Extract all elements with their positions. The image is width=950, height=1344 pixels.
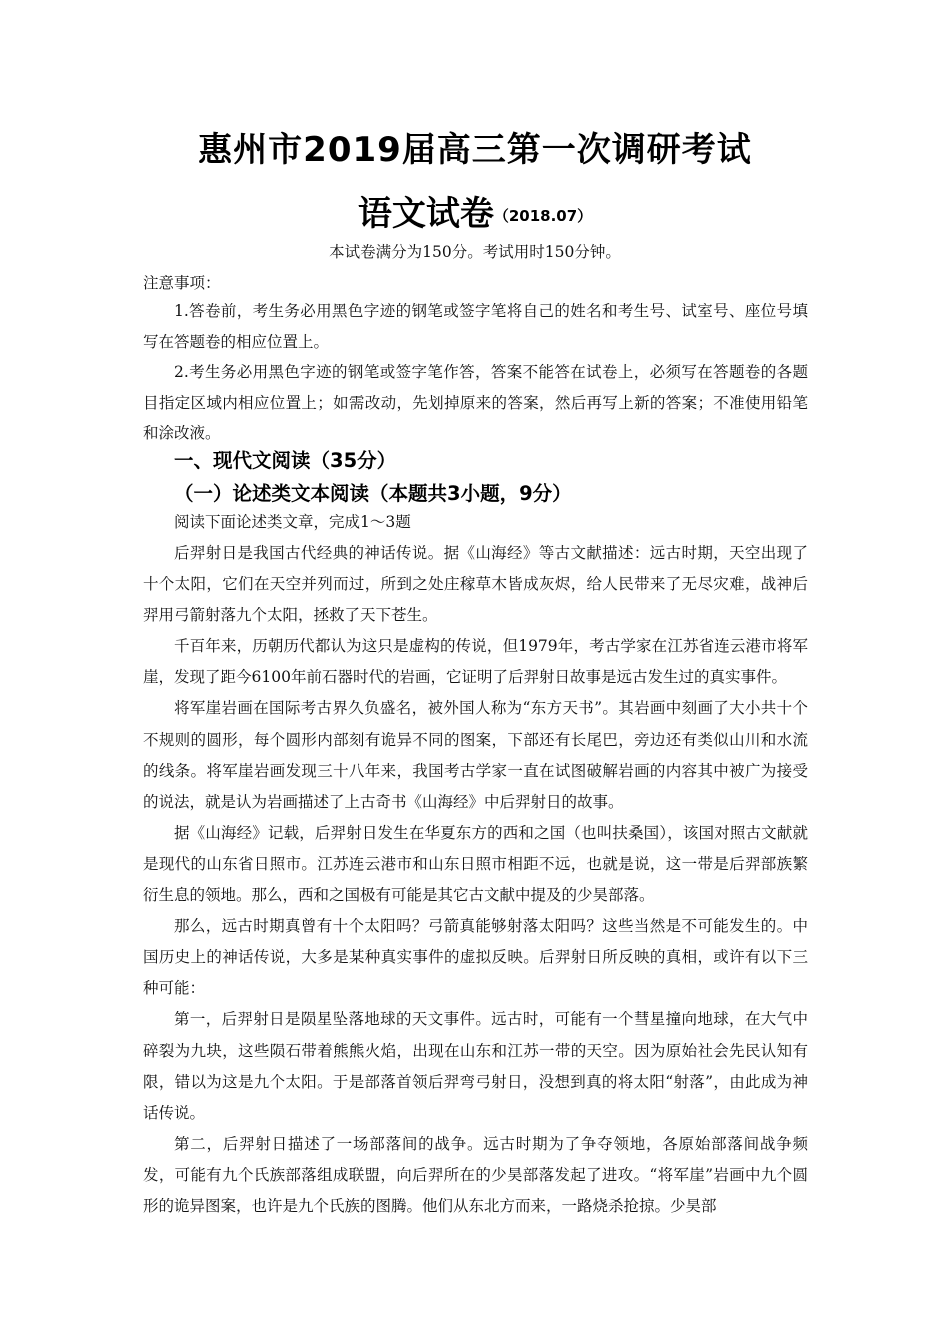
exam-intro: 本试卷满分为150分。考试用时150分钟。 [329, 243, 621, 261]
passage-paragraph: 第二，后羿射日描述了一场部落间的战争。远古时期为了争夺领地，各原始部落间战争频发，可能有九个氏族部落组成联盟，向后羿所在的少昊部落发起了进攻。“将军崖”岩画中九个圆形的诡异图案，也许是九个氏族的图腾。他们从东北方而来，一路烧杀抢掠。少昊部 [143, 1134, 808, 1215]
passage-paragraph: 千百年来，历朝历代都认为这只是虚构的传说，但1979年，考古学家在江苏省连云港市将军崖，发现了距今6100年前石器时代的岩画，它证明了后羿射日故事是远古发生过的真实事件。 [143, 637, 808, 687]
notice-item: 1.答卷前，考生务必用黑色字迹的钢笔或签字笔将自己的姓名和考生号、试室号、座位号填写在答题卷的相应位置上。 [143, 302, 808, 351]
exam-title: 惠州市2019届高三第一次调研考试 [198, 130, 752, 170]
passage-paragraph: 第一，后羿射日是陨星坠落地球的天文事件。远古时，可能有一个彗星撞向地球，在大气中碎裂为九块，这些陨石带着熊熊火焰，出现在山东和江苏一带的天空。因为原始社会先民认知有限，错以为这是九个太阳。于是部落首领后羿弯弓射日，没想到真的将太阳“射落”，由此成为神话传说。 [143, 1010, 808, 1122]
exam-date: （2018.07） [493, 207, 593, 225]
exam-subtitle [0, 186, 950, 235]
subject-title: 语文试卷 [357, 194, 494, 234]
reading-instruction: 阅读下面论述类文章，完成1～3题 [174, 513, 411, 531]
section-heading: 一、现代文阅读（35分） [174, 449, 397, 472]
passage-paragraph: 据《山海经》记载，后羿射日发生在华夏东方的西和之国（也叫扶桑国），该国对照古文献就是现代的山东省日照市。江苏连云港市和山东日照市相距不远，也就是说，这一带是后羿部族繁衍生息的领地。那么，西和之国极有可能是其它古文献中提及的少昊部落。 [143, 823, 808, 905]
reading-passage [143, 538, 808, 1222]
passage-paragraph: 将军崖岩画在国际考古界久负盛名，被外国人称为“东方天书”。其岩画中刻画了大小共十个不规则的圆形，每个圆形内部刻有诡异不同的图案，下部还有长尾巴，旁边还有类似山川和水流的线条。将军崖岩画发现三十八年来，我国考古学家一直在试图破解岩画的内容其中被广为接受的说法，就是认为岩画描述了上古奇书《山海经》中后羿射日的故事。 [143, 699, 808, 811]
passage-paragraph: 那么，远古时期真曾有十个太阳吗？弓箭真能够射落太阳吗？这些当然是不可能发生的。中国历史上的神话传说，大多是某种真实事件的虚拟反映。后羿射日所反映的真相，或许有以下三种可能： [143, 917, 808, 998]
passage-paragraph: 后羿射日是我国古代经典的神话传说。据《山海经》等古文献描述：远古时期，天空出现了十个太阳，它们在天空并列而过，所到之处庄稼草木皆成灰烬，给人民带来了无尽灾难，战神后羿用弓箭射落九个太阳，拯救了天下苍生。 [143, 544, 808, 625]
subsection-heading: （一）论述类文本阅读（本题共3小题，9分） [174, 482, 572, 505]
notice-label: 注意事项： [143, 274, 221, 292]
notice-item: 2.考生务必用黑色字迹的钢笔或签字笔作答，答案不能答在试卷上，必须写在答题卷的各题目指定区域内相应位置上；如需改动，先划掉原来的答案，然后再写上新的答案；不准使用铅笔和涂改液。 [143, 363, 808, 442]
